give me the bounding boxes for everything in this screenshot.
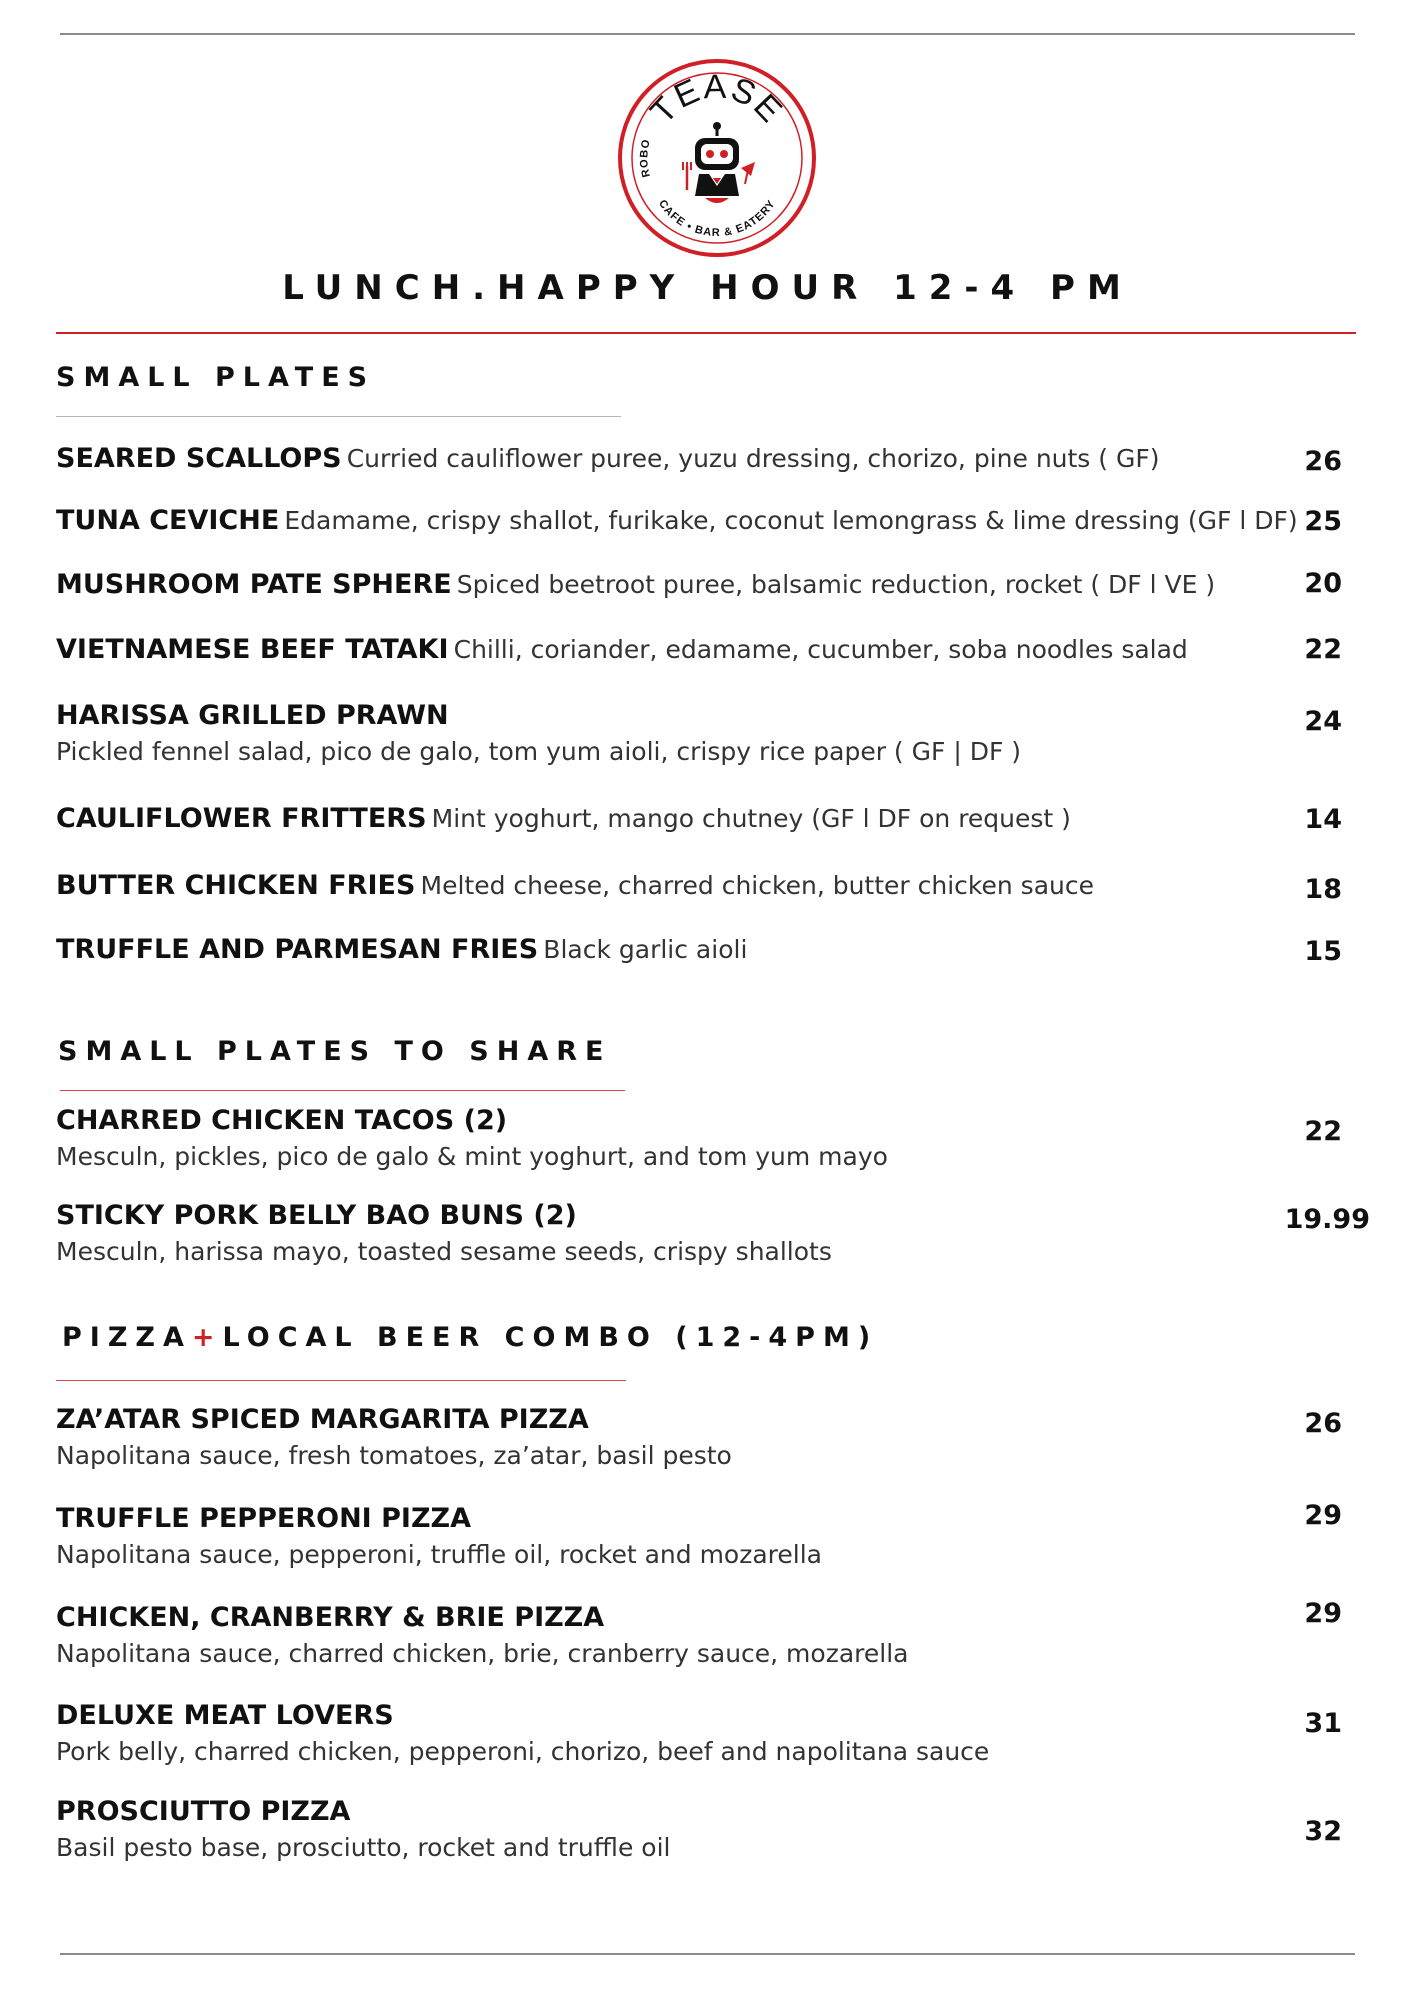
item-price: 25: [1304, 506, 1342, 537]
item-desc: Pork belly, charred chicken, pepperoni, chorizo, beef and napolitana sauce: [56, 1737, 990, 1766]
menu-item: [56, 934, 1326, 965]
item-price: 32: [1304, 1816, 1342, 1847]
section-title-left: PIZZA: [62, 1322, 192, 1353]
menu-item: [56, 1105, 1326, 1171]
item-price: 19.99: [1284, 1204, 1370, 1235]
item-name: HARISSA GRILLED PRAWN: [56, 700, 449, 731]
item-desc: Black garlic aioli: [543, 935, 748, 964]
item-desc: Napolitana sauce, pepperoni, truffle oil, rocket and mozarella: [56, 1540, 822, 1569]
top-rule: [60, 33, 1355, 35]
item-name: MUSHROOM PATE SPHERE: [56, 569, 452, 600]
item-name: SEARED SCALLOPS: [56, 443, 342, 474]
item-name: VIETNAMESE BEEF TATAKI: [56, 634, 449, 665]
item-price: 18: [1304, 874, 1342, 905]
tease-logo: [617, 58, 817, 258]
item-name: CHARRED CHICKEN TACOS (2): [56, 1105, 508, 1136]
item-price: 29: [1304, 1598, 1342, 1629]
menu-item: [56, 700, 1326, 766]
section-title-small-plates: SMALL PLATES: [56, 362, 376, 393]
section-title-pizza-beer-combo: [62, 1322, 878, 1353]
item-desc: Chilli, coriander, edamame, cucumber, soba noodles salad: [453, 635, 1188, 664]
item-price: 26: [1304, 446, 1342, 477]
item-price: 31: [1304, 1708, 1342, 1739]
menu-item: [56, 443, 1326, 474]
item-price: 20: [1304, 568, 1342, 599]
item-price: 15: [1304, 936, 1342, 967]
item-price: 29: [1304, 1500, 1342, 1531]
item-desc: Mint yoghurt, mango chutney (GF l DF on request ): [431, 804, 1071, 833]
menu-item: [56, 505, 1326, 536]
section-underline: [56, 1380, 626, 1381]
menu-item: [56, 1602, 1326, 1668]
plus-icon: +: [191, 1322, 223, 1353]
item-price: 22: [1304, 1116, 1342, 1147]
section-title-small-plates-to-share: SMALL PLATES TO SHARE: [58, 1036, 612, 1067]
logo-top-text: TEASE: [643, 67, 791, 132]
logo-bottom-text: CAFE • BAR & EATERY: [655, 197, 779, 240]
item-price: 22: [1304, 634, 1342, 665]
menu-item: [56, 1700, 1326, 1766]
item-price: 14: [1304, 804, 1342, 835]
item-desc: Napolitana sauce, fresh tomatoes, za’atar, basil pesto: [56, 1441, 732, 1470]
item-name: STICKY PORK BELLY BAO BUNS (2): [56, 1200, 577, 1231]
menu-item: [56, 1796, 1326, 1862]
title-underline: [56, 332, 1356, 334]
item-name: ZA’ATAR SPICED MARGARITA PIZZA: [56, 1404, 589, 1435]
bottom-rule: [60, 1953, 1355, 1955]
section-underline: [60, 1090, 625, 1091]
page-title: LUNCH.HAPPY HOUR 12-4 PM: [282, 268, 1133, 308]
item-desc: Edamame, crispy shallot, furikake, coconut lemongrass & lime dressing (GF l DF): [284, 506, 1298, 535]
item-price: 24: [1304, 706, 1342, 737]
item-desc: Mesculn, pickles, pico de galo & mint yoghurt, and tom yum mayo: [56, 1142, 888, 1171]
menu-item: [56, 1404, 1326, 1470]
item-desc: Napolitana sauce, charred chicken, brie, cranberry sauce, mozarella: [56, 1639, 909, 1668]
item-name: BUTTER CHICKEN FRIES: [56, 870, 416, 901]
logo-left-text: ROBO: [638, 137, 653, 179]
item-name: TRUFFLE PEPPERONI PIZZA: [56, 1503, 471, 1534]
item-name: TUNA CEVICHE: [56, 505, 280, 536]
item-price: 26: [1304, 1408, 1342, 1439]
item-desc: Mesculn, harissa mayo, toasted sesame seeds, crispy shallots: [56, 1237, 832, 1266]
menu-item: [56, 1503, 1326, 1569]
item-desc: Curried cauliflower puree, yuzu dressing, chorizo, pine nuts ( GF): [346, 444, 1160, 473]
item-desc: Pickled fennel salad, pico de galo, tom yum aioli, crispy rice paper ( GF | DF ): [56, 737, 1022, 766]
menu-item: [56, 803, 1326, 834]
item-name: CHICKEN, CRANBERRY & BRIE PIZZA: [56, 1602, 605, 1633]
item-desc: Spiced beetroot puree, balsamic reduction, rocket ( DF l VE ): [456, 570, 1216, 599]
section-title-right: LOCAL BEER COMBO (12-4PM): [222, 1322, 879, 1353]
item-name: CAULIFLOWER FRITTERS: [56, 803, 427, 834]
item-name: TRUFFLE AND PARMESAN FRIES: [56, 934, 539, 965]
item-desc: Basil pesto base, prosciutto, rocket and truffle oil: [56, 1833, 671, 1862]
menu-item: [56, 870, 1326, 901]
item-name: PROSCIUTTO PIZZA: [56, 1796, 351, 1827]
menu-item: [56, 634, 1326, 665]
item-desc: Melted cheese, charred chicken, butter chicken sauce: [420, 871, 1094, 900]
menu-item: [56, 1200, 1326, 1266]
item-name: DELUXE MEAT LOVERS: [56, 1700, 394, 1731]
menu-item: [56, 569, 1326, 600]
section-underline: [56, 416, 621, 417]
